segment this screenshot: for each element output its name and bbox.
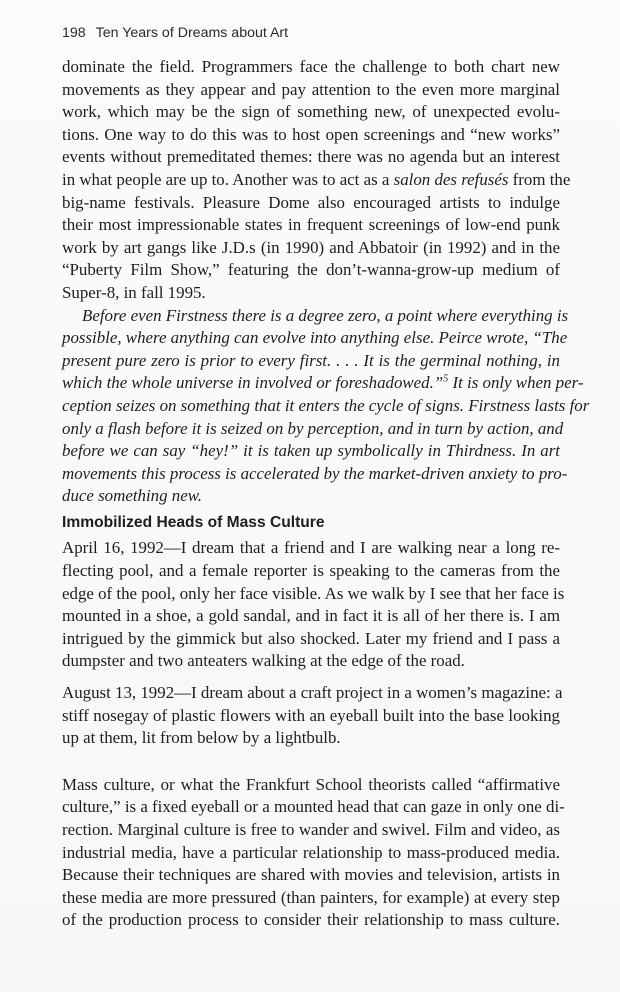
text-line: work, which may be the sign of something new, of unexpected evolu- (62, 102, 560, 122)
text-line: Because their techniques are shared with movies and television, artists in (62, 865, 560, 885)
text-line: present pure zero is prior to every first. . . . It is the germinal nothing, in (62, 350, 560, 370)
text-line: before we can say “hey!” it is taken up symbolically in Thirdness. In art (62, 441, 560, 461)
text-line: “Puberty Film Show,” featuring the don’t-wanna-grow-up medium of (62, 260, 560, 280)
text-line: Mass culture, or what the Frankfurt School theorists called “affirmative (62, 774, 560, 794)
text-run: which the whole universe in involved or foreshadowed.” (62, 373, 444, 393)
text-line: industrial media, have a particular relationship to mass-produced media. (62, 842, 560, 862)
text-line: possible, where anything can evolve into anything else. Peirce wrote, “The (62, 328, 568, 348)
spacer (62, 673, 560, 682)
text-run: It is only when per- (448, 373, 584, 393)
text-line: mounted in a shoe, a gold sandal, and in fact it is all of her there is. I am (62, 606, 560, 626)
text-line: movements as they appear and pay attention to the even more marginal (62, 79, 560, 99)
text-line: dumpster and two anteaters walking at the edge of the road. (62, 651, 465, 671)
text-line: April 16, 1992—I dream that a friend and I are walking near a long re- (62, 538, 560, 558)
text-line: ception seizes on something that it enters the cycle of signs. Firstness lasts for (62, 395, 590, 415)
text-line (62, 169, 571, 192)
paragraph (62, 774, 565, 932)
text-line: Before even Firstness there is a degree zero, a point where everything is (82, 305, 569, 325)
spacer (62, 762, 560, 774)
paragraph (62, 56, 571, 305)
text-line: only a flash before it is seized on by perception, and in turn by action, and (62, 418, 564, 438)
text-line: Super-8, in fall 1995. (62, 282, 206, 302)
text-line: work by art gangs like J.D.s (in 1990) and Abbatoir (in 1992) and in the (62, 237, 560, 257)
text-line: events without premeditated themes: there was no agenda but an interest (62, 147, 560, 167)
section-heading: Immobilized Heads of Mass Culture (62, 513, 325, 531)
page-number: 198 (62, 25, 86, 41)
dream-entry (62, 682, 563, 750)
text-line: stiff nosegay of plastic flowers with an eyeball built into the base looking (62, 705, 560, 725)
dream-entry (62, 537, 565, 673)
text-line: these media are more pressured (than painters, for example) at every step (62, 887, 560, 907)
text-line: of the production process to consider their relationship to mass culture. (62, 910, 560, 930)
footnote-marker: 5 (443, 373, 449, 385)
text-line: dominate the field. Programmers face the challenge to both chart new (62, 57, 560, 76)
text-line: August 13, 1992—I dream about a craft project in a women’s magazine: a (62, 683, 563, 703)
running-title: Ten Years of Dreams about Art (95, 25, 289, 41)
text-line: edge of the pool, only her face visible. As we walk by I see that her face is (62, 583, 565, 603)
text-line: flecting pool, and a female reporter is speaking to the cameras from the (62, 561, 560, 581)
text-line: culture,” is a fixed eyeball or a mounted head that can gaze in only one di- (62, 797, 565, 817)
text-line: up at them, lit from below by a lightbulb. (62, 728, 341, 748)
text-line: their most impressionable states in frequent screenings of low-end punk (62, 215, 560, 235)
text-line: big-name festivals. Pleasure Dome also encouraged artists to indulge (62, 192, 560, 212)
running-header (62, 25, 288, 41)
spacer (62, 750, 560, 762)
text-line: tions. One way to do this was to host open screenings and “new works” (62, 124, 560, 144)
italic-paragraph (62, 305, 590, 508)
body-text (62, 56, 590, 932)
text-run: in what people are up to. Another was to act as a (62, 169, 394, 189)
text-line (62, 372, 584, 395)
text-line: intrigued by the gimmick but also shocked. Later my friend and I pass a (62, 628, 560, 648)
italic-term: salon des refusés (393, 169, 509, 189)
text-line: duce something new. (62, 486, 202, 506)
text-line: rection. Marginal culture is free to wander and swivel. Film and video, as (62, 820, 560, 839)
text-line: movements this process is accelerated by the market-driven anxiety to pro- (62, 463, 568, 483)
text-run: from the (508, 169, 571, 189)
